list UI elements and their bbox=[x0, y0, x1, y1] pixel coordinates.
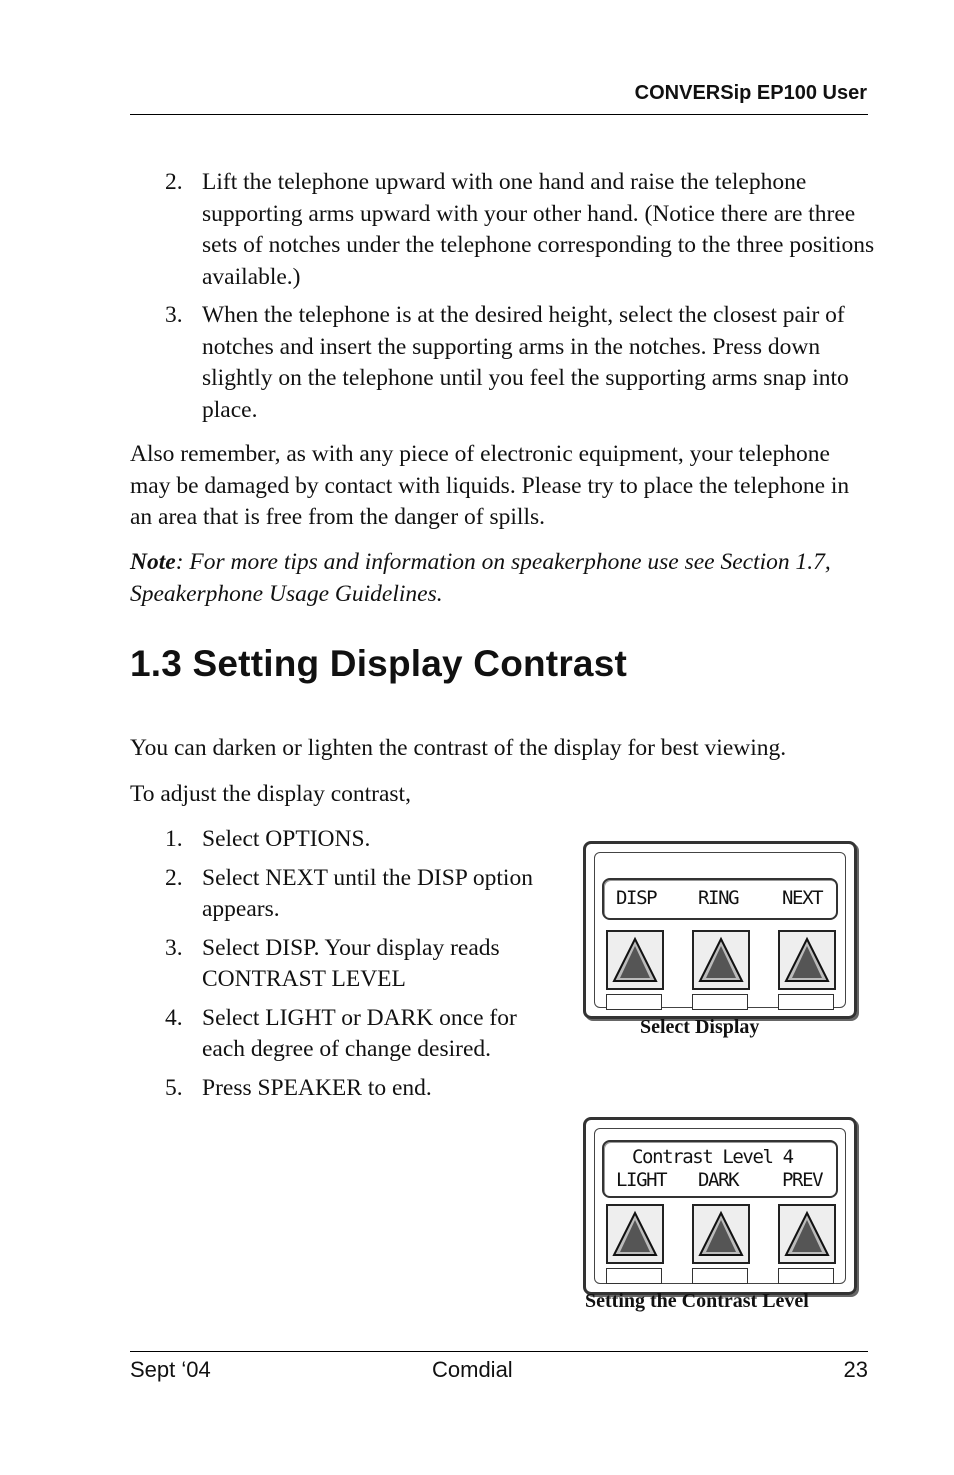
triangle-up-icon bbox=[698, 936, 744, 984]
lcd-screen bbox=[602, 1140, 838, 1198]
list-item bbox=[165, 933, 565, 996]
list-item-number: 1. bbox=[165, 826, 183, 852]
triangle-up-icon bbox=[784, 936, 830, 984]
paragraph-liquids: Also remember, as with any piece of electronic equipment, your telephone may be damaged by contact with liquids. Please try to place the telephone in an area that is free from the danger of spills. bbox=[130, 441, 850, 530]
note-text: : For more tips and information on speakerphone use see Section 1.7, Speakerphone Usage Guidelines. bbox=[130, 549, 831, 607]
led-indicator bbox=[778, 1268, 834, 1284]
contrast-level-text: Contrast Level 4 bbox=[632, 1146, 793, 1168]
softkey-button-2 bbox=[692, 1204, 750, 1264]
softkey-button-3 bbox=[778, 1204, 836, 1264]
softkey-label-disp: DISP bbox=[616, 887, 657, 909]
triangle-up-icon bbox=[784, 1210, 830, 1258]
phone-display-contrast bbox=[583, 1117, 857, 1295]
softkey-button-1 bbox=[606, 1204, 664, 1264]
lcd-screen bbox=[602, 878, 838, 920]
figure-caption-contrast: Setting the Contrast Level bbox=[585, 1290, 809, 1312]
list-item bbox=[165, 1073, 565, 1105]
steps-list-contrast bbox=[165, 824, 565, 1111]
softkey-label-light: LIGHT bbox=[616, 1169, 667, 1191]
list-item-number: 4. bbox=[165, 1004, 183, 1031]
footer-date: Sept ‘04 bbox=[130, 1357, 211, 1382]
page-number: 23 bbox=[843, 1357, 868, 1382]
list-item-number: 5. bbox=[165, 1074, 183, 1101]
phone-display-select bbox=[583, 841, 857, 1019]
softkey-button-3 bbox=[778, 930, 836, 990]
paragraph-adjust: To adjust the display contrast, bbox=[130, 781, 411, 807]
led-indicator bbox=[606, 1268, 662, 1284]
softkey-label-next: NEXT bbox=[782, 887, 823, 909]
list-item-number: 2. bbox=[165, 169, 183, 195]
led-indicator bbox=[692, 1268, 748, 1284]
softkey-button-2 bbox=[692, 930, 750, 990]
triangle-up-icon bbox=[612, 1210, 658, 1258]
list-item-text: Lift the telephone upward with one hand and raise the telephone supporting arms upward with your other hand. (Notice there are three sets of notches under the telephone corresponding to the three positions available.) bbox=[202, 169, 875, 290]
triangle-up-icon bbox=[612, 936, 658, 984]
softkey-label-dark: DARK bbox=[698, 1169, 739, 1191]
list-item bbox=[165, 1003, 565, 1066]
led-indicator bbox=[778, 994, 834, 1010]
triangle-up-icon bbox=[698, 1210, 744, 1258]
note-label: Note bbox=[130, 549, 176, 575]
led-indicator bbox=[606, 994, 662, 1010]
list-item-text: Select DISP. Your display reads CONTRAST LEVEL bbox=[202, 934, 500, 992]
footer-rule bbox=[130, 1351, 868, 1352]
note bbox=[130, 547, 870, 610]
list-item-text: Select LIGHT or DARK once for each degree of change desired. bbox=[202, 1004, 517, 1062]
steps-list-top bbox=[165, 167, 875, 433]
list-item-text: Select NEXT until the DISP option appears. bbox=[202, 864, 533, 922]
paragraph-darken: You can darken or lighten the contrast of the display for best viewing. bbox=[130, 735, 787, 761]
softkey-label-prev: PREV bbox=[782, 1169, 823, 1191]
list-item-text: When the telephone is at the desired height, select the closest pair of notches and insert the supporting arms in the notches. Press down slightly on the telephone until you feel the supporting arms snap into place. bbox=[202, 302, 849, 423]
list-item bbox=[165, 167, 875, 293]
list-item-number: 2. bbox=[165, 864, 183, 891]
section-heading: 1.3 Setting Display Contrast bbox=[130, 643, 627, 684]
footer-company: Comdial bbox=[432, 1357, 513, 1382]
header-rule bbox=[130, 114, 868, 115]
list-item-text: Select OPTIONS. bbox=[202, 826, 371, 852]
list-item bbox=[165, 300, 875, 426]
softkey-label-ring: RING bbox=[698, 887, 739, 909]
list-item-number: 3. bbox=[165, 302, 183, 328]
softkey-button-1 bbox=[606, 930, 664, 990]
list-item bbox=[165, 824, 565, 856]
list-item-number: 3. bbox=[165, 934, 183, 961]
figure-caption-select: Select Display bbox=[640, 1016, 760, 1038]
led-indicator bbox=[692, 994, 748, 1010]
list-item-text: Press SPEAKER to end. bbox=[202, 1074, 432, 1101]
running-header: CONVERSip EP100 User bbox=[634, 82, 867, 104]
list-item bbox=[165, 863, 565, 926]
